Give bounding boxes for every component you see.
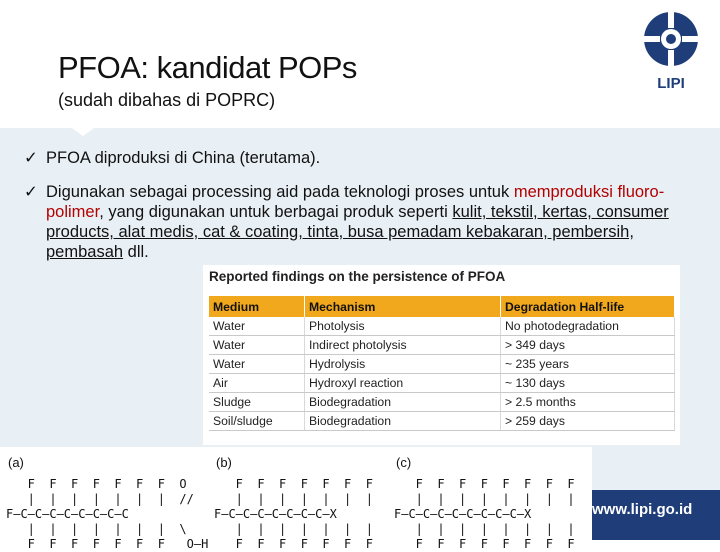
table-cell: No photodegradation [501, 317, 675, 336]
table-cell: Water [209, 336, 305, 355]
persistence-table-figure [203, 265, 680, 445]
bullet-text: PFOA diproduksi di China (terutama). [46, 149, 321, 167]
column-header: Medium [209, 296, 305, 317]
check-icon: ✓ [24, 183, 38, 201]
column-header: Mechanism [305, 296, 501, 317]
lipi-emblem-icon [640, 8, 702, 94]
structure-label: (c) [396, 455, 412, 470]
column-header: Degradation Half-life [501, 296, 675, 317]
bullet-list [24, 148, 684, 276]
table-caption: Reported findings on the persistence of PFOA [209, 269, 506, 284]
table-cell: Hydrolysis [305, 355, 501, 374]
structure-label: (a) [8, 455, 24, 470]
bullet-text: , yang digunakan untuk berbagai produk seperti [99, 203, 453, 221]
table-cell: Indirect photolysis [305, 336, 501, 355]
table-cell: Biodegradation [305, 412, 501, 431]
table-row [209, 412, 675, 431]
table-cell: Biodegradation [305, 393, 501, 412]
table-cell: Water [209, 317, 305, 336]
table-cell: Air [209, 374, 305, 393]
bullet-item [24, 182, 684, 262]
table-row [209, 355, 675, 374]
check-icon: ✓ [24, 149, 38, 167]
chemical-structures-figure [0, 447, 592, 551]
table-cell: Water [209, 355, 305, 374]
table-cell: > 349 days [501, 336, 675, 355]
table-row [209, 336, 675, 355]
table-cell: Hydroxyl reaction [305, 374, 501, 393]
highlight-text: memproduksi fluoro-polimer [46, 183, 665, 221]
table-row [209, 393, 675, 412]
table-cell: > 259 days [501, 412, 675, 431]
bullet-item [24, 148, 684, 168]
structure-b: F F F F F F F | | | | | | | F–C–C–C–C–C–C–C–X | | | | | | | F F F F F F F [214, 477, 373, 551]
product-list-text: kulit, tekstil, kertas, consumer products, alat medis, cat & coating, tinta, busa pemadam kebakaran, pembersih, pembasah [46, 203, 669, 261]
table-cell: Photolysis [305, 317, 501, 336]
website-link[interactable]: www.lipi.go.id [592, 501, 693, 518]
table-cell: ~ 235 years [501, 355, 675, 374]
structure-c: F F F F F F F F | | | | | | | | F–C–C–C–C–C–C–C–C–X | | | | | | | | F F F F F F F F [394, 477, 575, 551]
table-header-row [209, 296, 675, 317]
logo-text: LIPI [657, 75, 685, 92]
structure-pfoa: F F F F F F F O | | | | | | | // F–C–C–C–C–C–C–C–C | | | | | | | \ F F F F F F F O–H [6, 477, 209, 551]
table-row [209, 374, 675, 393]
lipi-logo [640, 8, 702, 94]
bullet-text: Digunakan sebagai processing aid pada teknologi proses untuk [46, 183, 514, 201]
structure-label: (b) [216, 455, 232, 470]
table-cell: ~ 130 days [501, 374, 675, 393]
persistence-table [209, 296, 675, 431]
slide-subtitle: (sudah dibahas di POPRC) [58, 90, 276, 110]
table-cell: Sludge [209, 393, 305, 412]
band-notch [72, 128, 94, 136]
table-cell: > 2.5 months [501, 393, 675, 412]
slide-title: PFOA: kandidat POPs [58, 50, 357, 85]
table-cell: Soil/sludge [209, 412, 305, 431]
bullet-text: dll. [123, 243, 149, 261]
table-row [209, 317, 675, 336]
